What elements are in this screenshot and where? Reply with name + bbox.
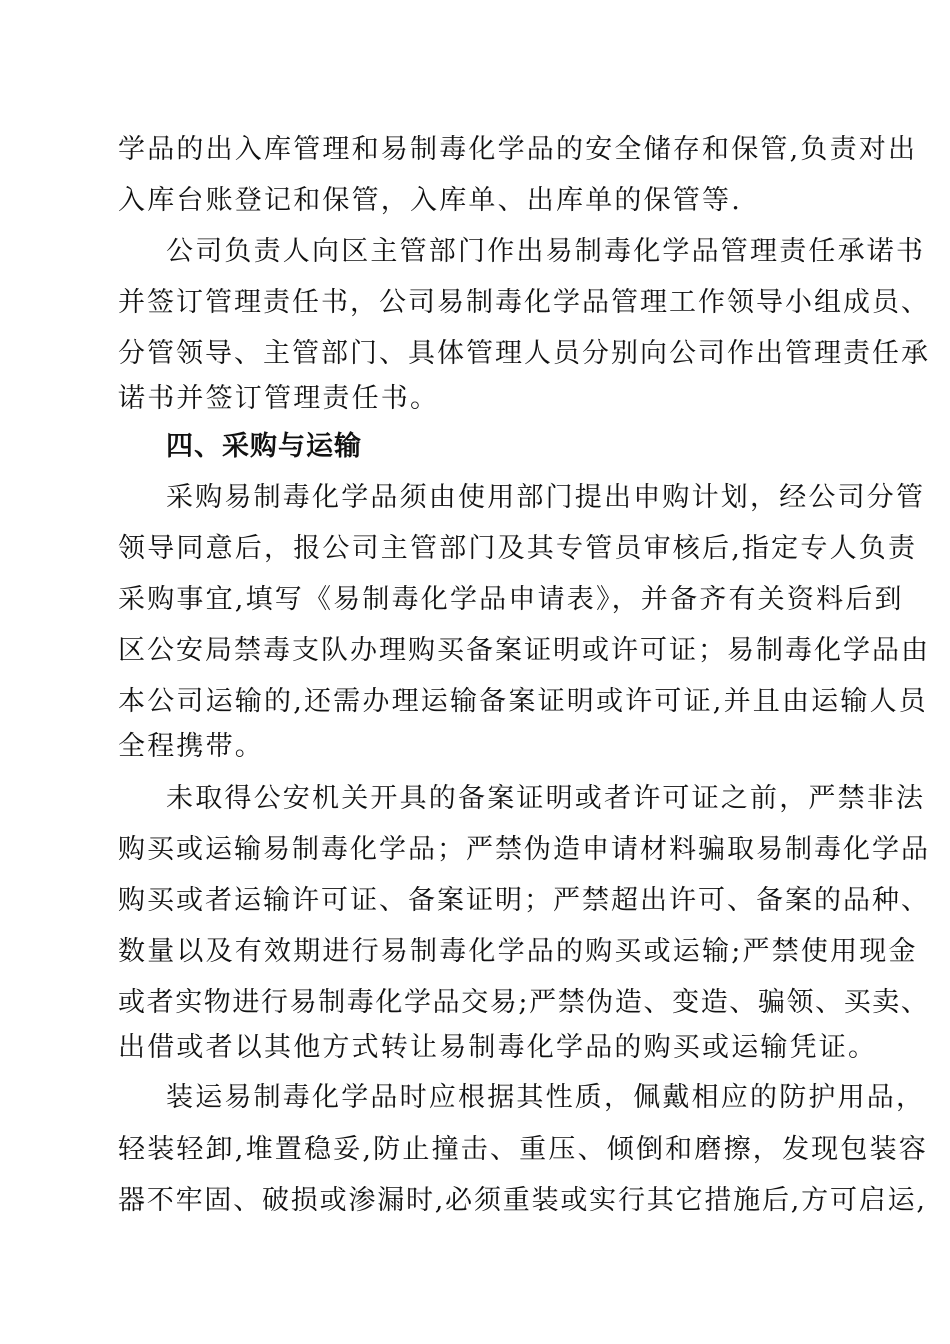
- paragraph-line: 出借或者以其他方式转让易制毒化学品的购买或运输凭证。: [118, 1032, 878, 1063]
- paragraph-line: 诺书并签订管理责任书。: [118, 383, 440, 414]
- paragraph-line: 本公司运输的,还需办理运输备案证明或许可证,并且由运输人员: [118, 686, 928, 717]
- paragraph-line: 轻装轻卸,堆置稳妥,防止撞击、重压、倾倒和磨擦，发现包装容: [118, 1134, 928, 1165]
- paragraph-line: 区公安局禁毒支队办理购买备案证明或许可证；易制毒化学品由: [118, 635, 930, 666]
- paragraph-line: 器不牢固、破损或渗漏时,必须重装或实行其它措施后,方可启运,: [118, 1185, 927, 1216]
- paragraph-line: 数量以及有效期进行易制毒化学品的购买或运输;严禁使用现金: [118, 936, 918, 967]
- paragraph-line: 购买或运输易制毒化学品；严禁伪造申请材料骗取易制毒化学品: [118, 834, 930, 865]
- paragraph-line: 未取得公安机关开具的备案证明或者许可证之前，严禁非法: [166, 783, 926, 814]
- paragraph-line: 采购事宜,填写《易制毒化学品申请表》，并备齐有关资料后到: [118, 584, 904, 615]
- paragraph-line: 学品的出入库管理和易制毒化学品的安全储存和保管,负责对出: [118, 134, 918, 165]
- paragraph-line: 购买或者运输许可证、备案证明；严禁超出许可、备案的品种、: [118, 885, 930, 916]
- paragraph-line: 采购易制毒化学品须由使用部门提出申购计划，经公司分管: [166, 482, 926, 513]
- paragraph-line: 领导同意后，报公司主管部门及其专管员审核后,指定专人负责: [118, 533, 918, 564]
- section-heading: 四、采购与运输: [166, 431, 362, 462]
- paragraph-line: 入库台账登记和保管，入库单、出库单的保管等.: [118, 185, 742, 216]
- paragraph-line: 并签订管理责任书，公司易制毒化学品管理工作领导小组成员、: [118, 287, 930, 318]
- paragraph-line: 分管领导、主管部门、具体管理人员分别向公司作出管理责任承: [118, 338, 930, 369]
- paragraph-line: 或者实物进行易制毒化学品交易;严禁伪造、变造、骗领、买卖、: [118, 987, 930, 1018]
- paragraph-line: 公司负责人向区主管部门作出易制毒化学品管理责任承诺书: [166, 236, 926, 267]
- paragraph-line: 全程携带。: [118, 731, 264, 762]
- paragraph-line: 装运易制毒化学品时应根据其性质，佩戴相应的防护用品，: [166, 1082, 926, 1113]
